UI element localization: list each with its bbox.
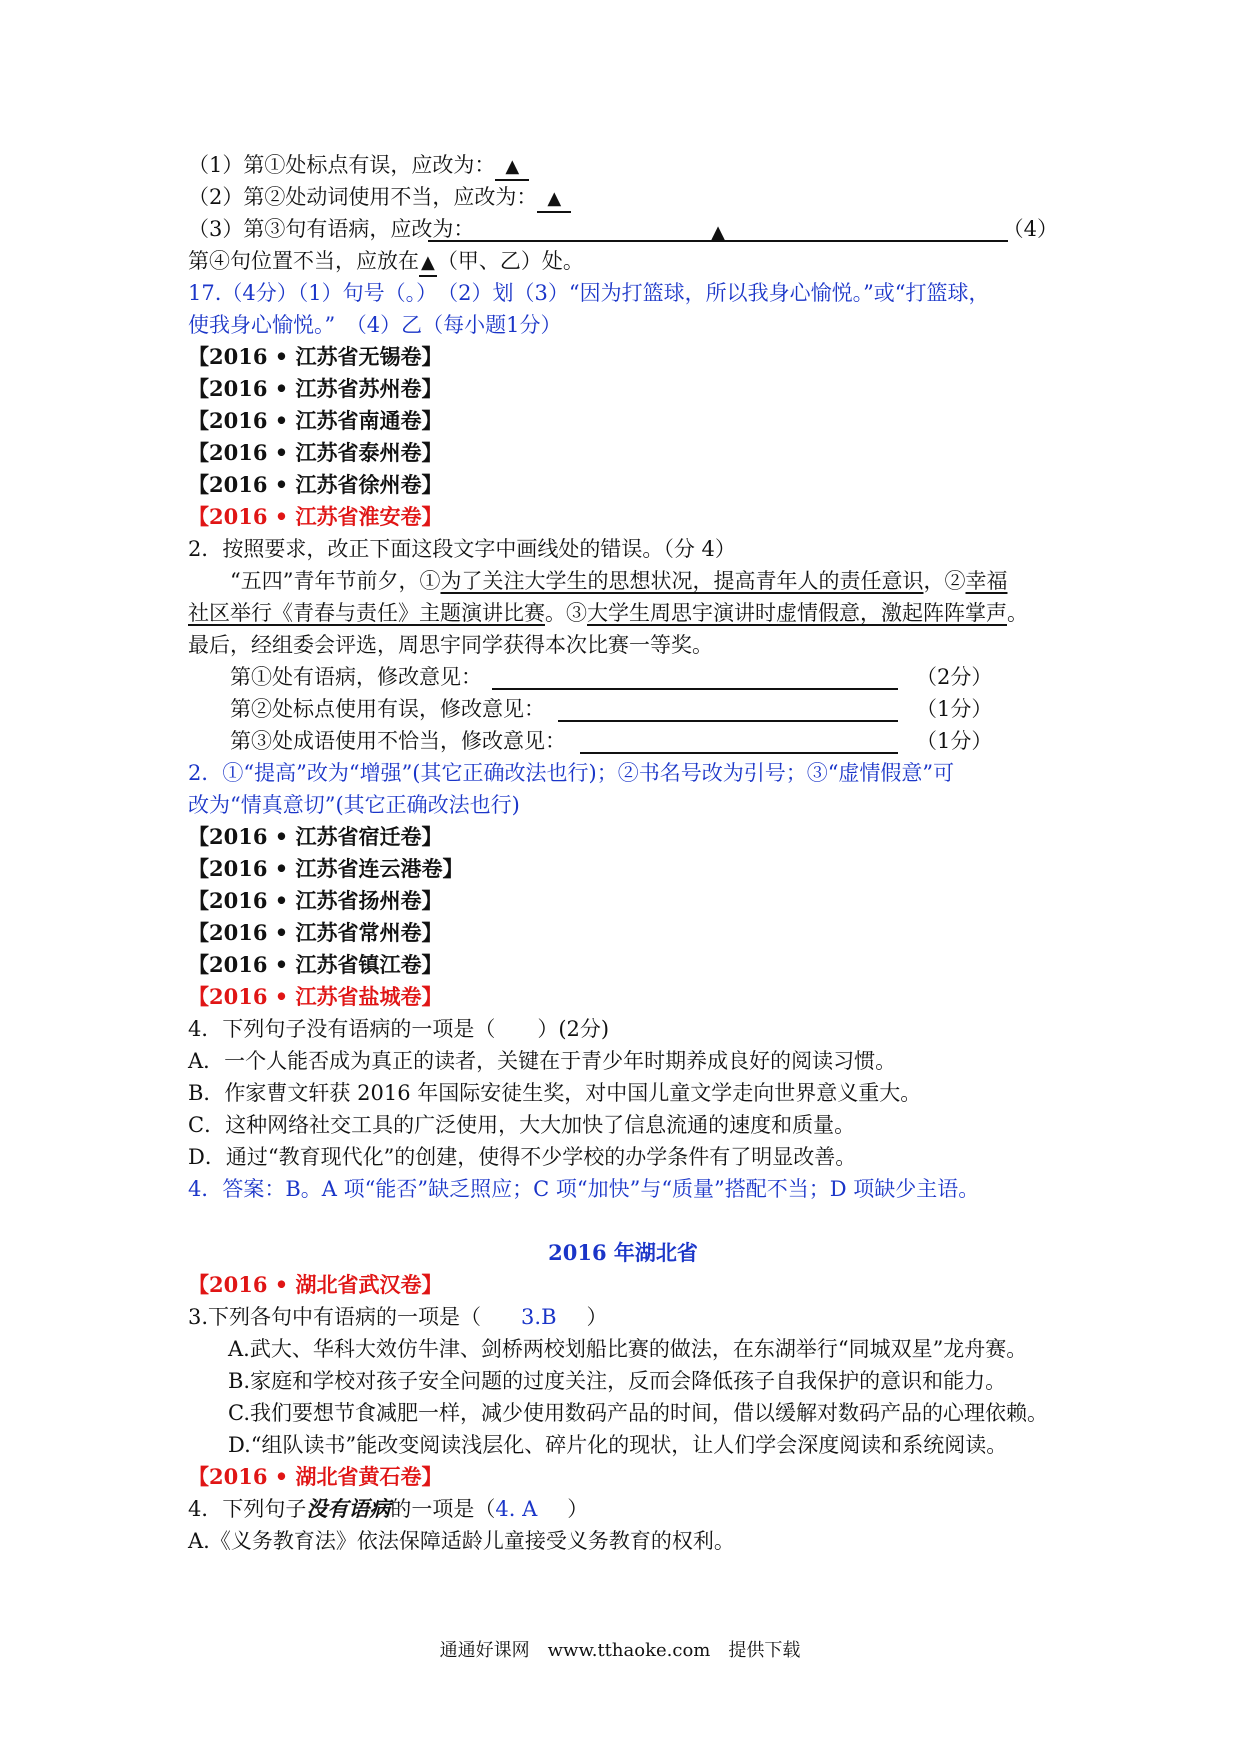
underlined-error-1: 为了关注大学生的思想状况，提高青年人的责任意识 bbox=[440, 569, 924, 593]
exam-header-yancheng: 【2016 • 江苏省盐城卷】 bbox=[188, 984, 443, 1009]
q3-wuhan-option-b: B.家庭和学校对孩子安全问题的过度关注，反而会降低孩子自我保护的意识和能力。 bbox=[228, 1369, 1007, 1393]
q4-answer: 4．答案：B。A 项“能否”缺乏照应；C 项“加快”与“质量”搭配不当；D 项缺少主语。 bbox=[188, 1177, 980, 1201]
q2-title: 2．按照要求，改正下面这段文字中画线处的错误。（分 4） bbox=[188, 537, 736, 561]
q16-item-3: （3）第③句有语病，应改为： bbox=[188, 217, 475, 241]
sub-score: （1分） bbox=[916, 729, 993, 753]
question-text: 4．下列句子 bbox=[188, 1497, 307, 1521]
exam-header-huaian: 【2016 • 江苏省淮安卷】 bbox=[188, 504, 443, 529]
question-text: 3.下列各句中有语病的一项是（ bbox=[188, 1305, 482, 1329]
answer-blank-triangle: ▲ bbox=[419, 251, 437, 277]
passage-text: “五四”青年节前夕，① bbox=[230, 569, 441, 593]
answer-blank-long: ▲ bbox=[428, 218, 1008, 242]
underlined-error-2: 社区举行《青春与责任》主题演讲比赛 bbox=[188, 601, 545, 625]
q3-wuhan-option-a: A.武大、华科大效仿牛津、剑桥两校划船比赛的做法，在东湖举行“同城双星”龙舟赛。 bbox=[228, 1337, 1028, 1361]
q16-line-3 bbox=[188, 214, 1058, 244]
q2-passage-line-1 bbox=[188, 566, 1007, 596]
q2-sub-1 bbox=[188, 662, 1058, 692]
q4-huangshi-title bbox=[188, 1494, 588, 1524]
exam-header-changzhou: 【2016 • 江苏省常州卷】 bbox=[188, 920, 443, 945]
exam-header-yangzhou: 【2016 • 江苏省扬州卷】 bbox=[188, 888, 443, 913]
exam-header-wuxi: 【2016 • 江苏省无锡卷】 bbox=[188, 344, 443, 369]
page-footer: 通通好课网 www.tthaoke.com 提供下载 bbox=[439, 1640, 801, 1661]
underlined-error-3: 大学生周思宇演讲时虚情假意，激起阵阵掌声 bbox=[587, 601, 1007, 625]
exam-header-zhenjiang: 【2016 • 江苏省镇江卷】 bbox=[188, 952, 443, 977]
q16-item-4-tail: （甲、乙）处。 bbox=[436, 249, 584, 273]
passage-text: 。 bbox=[1007, 601, 1028, 625]
q16-line-2 bbox=[188, 182, 571, 212]
q2-sub-3 bbox=[188, 726, 1058, 756]
question-text: ） bbox=[586, 1305, 608, 1329]
exam-header-huangshi: 【2016 • 湖北省黄石卷】 bbox=[188, 1464, 443, 1489]
answer-blank-triangle: ▲ bbox=[537, 187, 571, 213]
sub-label: 第③处成语使用不恰当，修改意见： bbox=[230, 729, 566, 753]
answer-17-line-2: 使我身心愉悦。” （4）乙（每小题1分） bbox=[188, 313, 562, 337]
q4-option-c: C．这种网络社交工具的广泛使用，大大加快了信息流通的速度和质量。 bbox=[188, 1113, 856, 1137]
answer-blank bbox=[558, 698, 898, 722]
answer-blank-triangle: ▲ bbox=[495, 155, 529, 181]
exam-header-nantong: 【2016 • 江苏省南通卷】 bbox=[188, 408, 443, 433]
exam-header-wuhan: 【2016 • 湖北省武汉卷】 bbox=[188, 1272, 443, 1297]
inline-answer: 4. A bbox=[495, 1497, 538, 1521]
answer-2-line-1: 2．①“提高”改为“增强”(其它正确改法也行)；②书名号改为引号；③“虚情假意”可 bbox=[188, 761, 955, 785]
q16-item-1: （1）第①处标点有误，应改为： bbox=[188, 153, 496, 177]
answer-17-line-1: 17.（4分）（1）句号（。） （2）划（3）“因为打篮球，所以我身心愉悦。”或“打篮球， bbox=[188, 281, 990, 305]
exam-header-xuzhou: 【2016 • 江苏省徐州卷】 bbox=[188, 472, 443, 497]
q4-huangshi-option-a: A.《义务教育法》依法保障适龄儿童接受义务教育的权利。 bbox=[188, 1529, 735, 1553]
answer-2-line-2: 改为“情真意切”(其它正确改法也行) bbox=[188, 793, 520, 817]
q16-item-2: （2）第②处动词使用不当，应改为： bbox=[188, 185, 538, 209]
question-text: 的一项是（ bbox=[390, 1497, 496, 1521]
q3-wuhan-title bbox=[188, 1302, 608, 1332]
sub-label: 第①处有语病，修改意见： bbox=[230, 665, 482, 689]
section-title: 2016 年湖北省 bbox=[548, 1240, 698, 1265]
emphasized-text: 没有语病 bbox=[306, 1496, 391, 1521]
answer-blank bbox=[492, 666, 898, 690]
underlined-error-2: 幸福 bbox=[965, 569, 1008, 593]
q16-item-4-text: 第④句位置不当，应放在 bbox=[188, 249, 419, 273]
q4-title: 4．下列句子没有语病的一项是（ ）(2分) bbox=[188, 1017, 610, 1041]
inline-answer: 3.B bbox=[521, 1305, 557, 1329]
answer-blank bbox=[580, 730, 898, 754]
exam-header-taizhou: 【2016 • 江苏省泰州卷】 bbox=[188, 440, 443, 465]
q16-item-4-number: （4） bbox=[1002, 217, 1058, 241]
q16-line-4 bbox=[188, 246, 584, 276]
q2-sub-2 bbox=[188, 694, 1058, 724]
passage-text: ，② bbox=[923, 569, 966, 593]
q4-option-a: A．一个人能否成为真正的读者，关键在于青少年时期养成良好的阅读习惯。 bbox=[188, 1049, 897, 1073]
q3-wuhan-option-d: D.“组队读书”能改变阅读浅层化、碎片化的现状，让人们学会深度阅读和系统阅读。 bbox=[228, 1433, 1008, 1457]
q4-option-b: B．作家曹文轩获 2016 年国际安徒生奖，对中国儿童文学走向世界意义重大。 bbox=[188, 1081, 922, 1105]
question-text: ） bbox=[567, 1497, 589, 1521]
q3-wuhan-option-c: C.我们要想节食减肥一样，减少使用数码产品的时间，借以缓解对数码产品的心理依赖。 bbox=[228, 1401, 1048, 1425]
q2-passage-line-2 bbox=[188, 598, 1028, 628]
sub-score: （1分） bbox=[916, 697, 993, 721]
q4-option-d: D．通过“教育现代化”的创建，使得不少学校的办学条件有了明显改善。 bbox=[188, 1145, 857, 1169]
sub-label: 第②处标点使用有误，修改意见： bbox=[230, 697, 545, 721]
passage-text: 。③ bbox=[545, 601, 587, 625]
exam-header-suqian: 【2016 • 江苏省宿迁卷】 bbox=[188, 824, 443, 849]
sub-score: （2分） bbox=[916, 665, 993, 689]
exam-header-suzhou: 【2016 • 江苏省苏州卷】 bbox=[188, 376, 443, 401]
exam-header-lianyungang: 【2016 • 江苏省连云港卷】 bbox=[188, 856, 464, 881]
q16-line-1 bbox=[188, 150, 529, 180]
q2-passage-line-3: 最后，经组委会评选，周思宇同学获得本次比赛一等奖。 bbox=[188, 633, 713, 657]
